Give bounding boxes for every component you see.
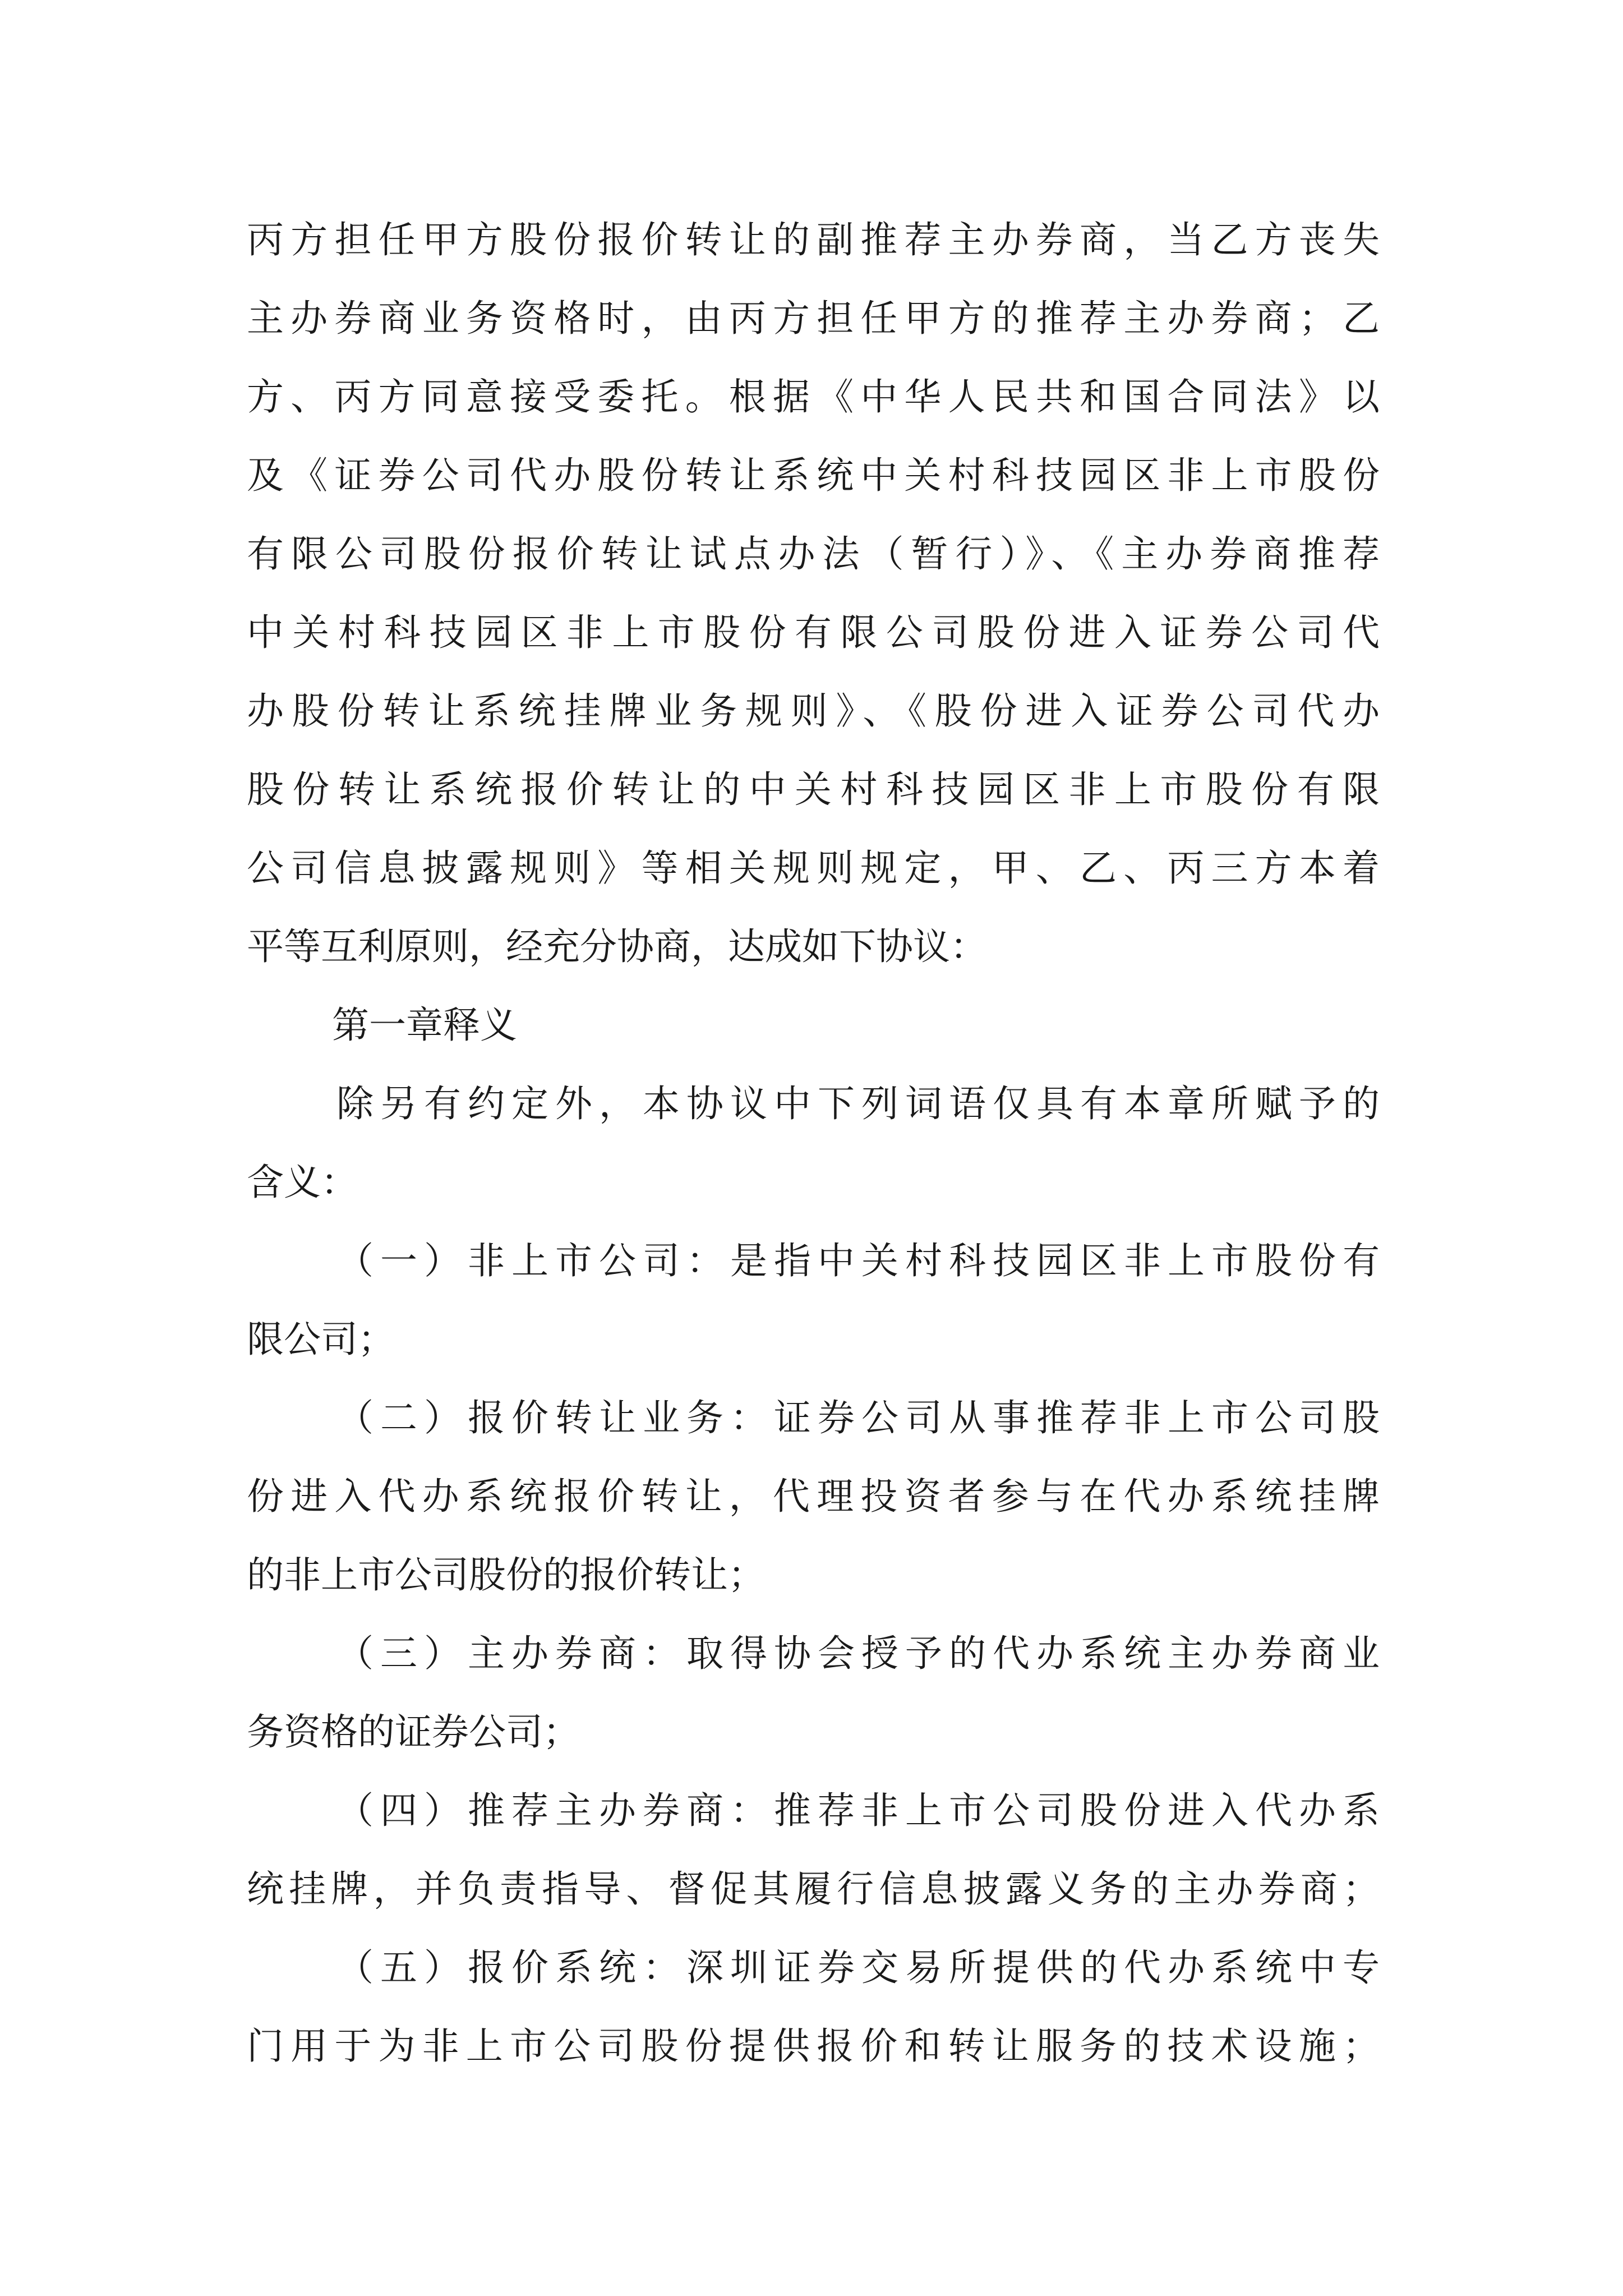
text-line: 及《证券公司代办股份转让系统中关村科技园区非上市股份 [247,454,1380,497]
text-line: 中关村科技园区非上市股份有限公司股份进入证券公司代 [247,611,1380,654]
text-line: 限公司； [247,1318,395,1361]
definition-item: （五）报价系统：深圳证券交易所提供的代办系统中专 [336,1946,1380,1989]
text-line: 公司信息披露规则》等相关规则规定，甲、乙、丙三方本着 [247,846,1380,890]
text-line: 办股份转让系统挂牌业务规则》、《股份进入证券公司代办 [247,689,1380,733]
definition-item: （二）报价转让业务：证券公司从事推荐非上市公司股 [336,1396,1380,1439]
text-line: 股份转让系统报价转让的中关村科技园区非上市股份有限 [247,768,1380,811]
text-line: 门用于为非上市公司股份提供报价和转让服务的技术设施； [247,2024,1380,2068]
text-line: 主办券商业务资格时，由丙方担任甲方的推荐主办券商；乙 [247,297,1380,340]
text-line: 方、丙方同意接受委托。根据《中华人民共和国合同法》以 [247,375,1380,418]
text-line: 务资格的证券公司； [247,1710,580,1754]
text-line: 的非上市公司股份的报价转让； [247,1553,765,1596]
definition-item: （四）推荐主办券商：推荐非上市公司股份进入代办系 [336,1789,1380,1832]
definition-item: （一）非上市公司：是指中关村科技园区非上市股份有 [336,1239,1380,1282]
text-line: 除另有约定外，本协议中下列词语仅具有本章所赋予的 [336,1082,1380,1125]
text-line: 含义： [247,1161,358,1204]
text-line: 份进入代办系统报价转让，代理投资者参与在代办系统挂牌 [247,1475,1380,1518]
text-line: 平等互利原则，经充分协商，达成如下协议： [247,925,987,968]
text-line: 有限公司股份报价转让试点办法（暂行）》、《主办券商推荐 [247,532,1380,576]
definition-item: （三）主办券商：取得协会授予的代办系统主办券商业 [336,1632,1380,1675]
text-line: 丙方担任甲方股份报价转让的副推荐主办券商，当乙方丧失 [247,218,1380,261]
chapter-heading: 第一章释义 [332,1004,517,1047]
text-line: 统挂牌，并负责指导、督促其履行信息披露义务的主办券商； [247,1867,1380,1911]
